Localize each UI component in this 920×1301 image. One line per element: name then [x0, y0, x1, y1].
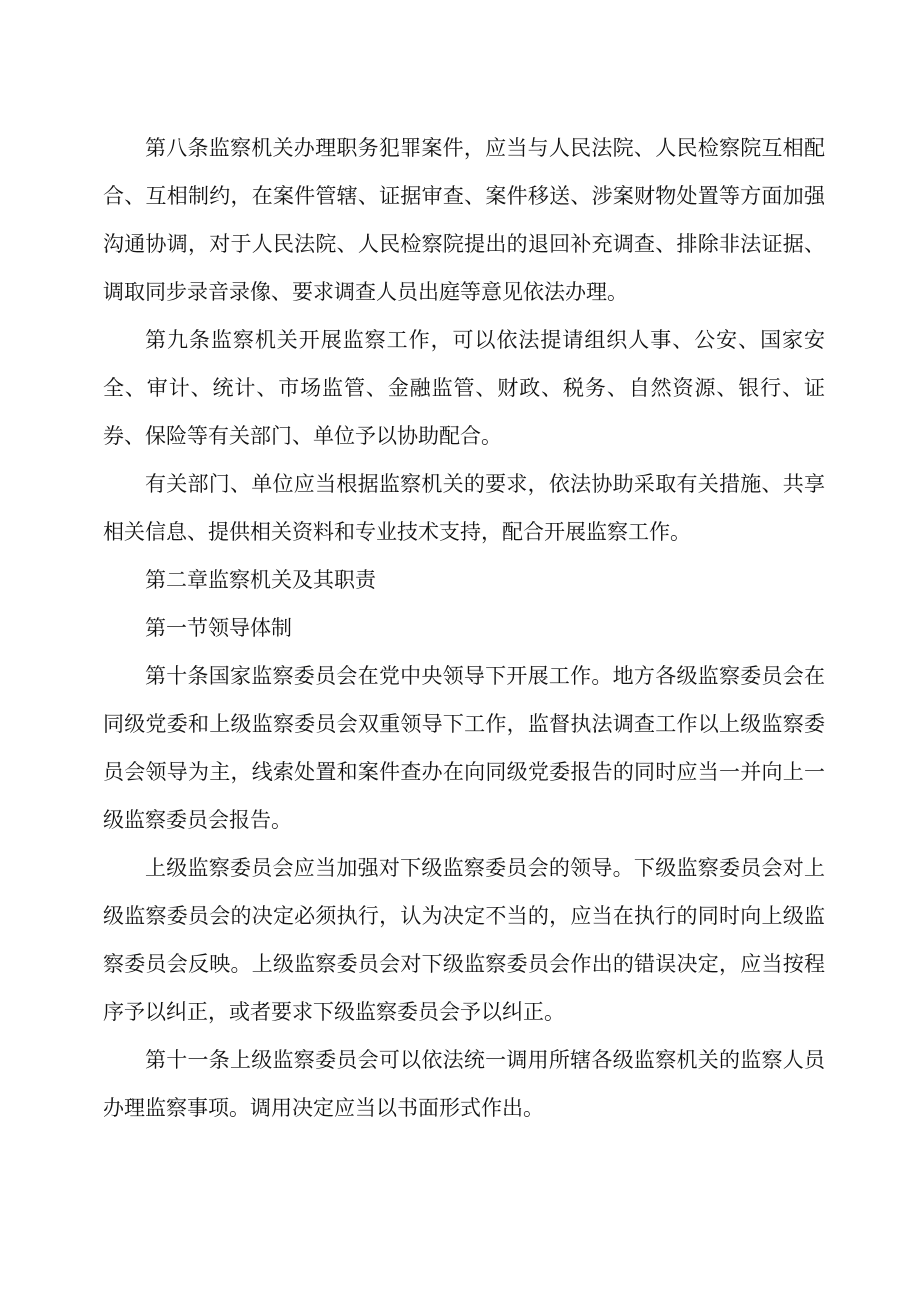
- article-8-paragraph: 第八条监察机关办理职务犯罪案件，应当与人民法院、人民检察院互相配合、互相制约，在案件管辖、证据审查、案件移送、涉案财物处置等方面加强沟通协调，对于人民法院、人民检察院提出的退回补充调查、排除非法证据、调取同步录音录像、要求调查人员出庭等意见依法办理。: [103, 136, 825, 304]
- article-9-continuation-paragraph: 有关部门、单位应当根据监察机关的要求，依法协助采取有关措施、共享相关信息、提供相关资料和专业技术支持，配合开展监察工作。: [103, 472, 825, 544]
- article-9-paragraph: 第九条监察机关开展监察工作，可以依法提请组织人事、公安、国家安全、审计、统计、市场监管、金融监管、财政、税务、自然资源、银行、证券、保险等有关部门、单位予以协助配合。: [103, 328, 825, 448]
- chapter-2-heading: 第二章监察机关及其职责: [145, 568, 376, 592]
- article-11-paragraph: 第十一条上级监察委员会可以依法统一调用所辖各级监察机关的监察人员办理监察事项。调用决定应当以书面形式作出。: [103, 1048, 825, 1120]
- section-1-heading: 第一节领导体制: [145, 616, 292, 640]
- document-body: [103, 124, 825, 1132]
- article-10-continuation-paragraph: 上级监察委员会应当加强对下级监察委员会的领导。下级监察委员会对上级监察委员会的决定必须执行，认为决定不当的，应当在执行的同时向上级监察委员会反映。上级监察委员会对下级监察委员会作出的错误决定，应当按程序予以纠正，或者要求下级监察委员会予以纠正。: [103, 856, 825, 1024]
- article-10-paragraph: 第十条国家监察委员会在党中央领导下开展工作。地方各级监察委员会在同级党委和上级监察委员会双重领导下工作，监督执法调查工作以上级监察委员会领导为主，线索处置和案件查办在向同级党委报告的同时应当一并向上一级监察委员会报告。: [103, 664, 825, 832]
